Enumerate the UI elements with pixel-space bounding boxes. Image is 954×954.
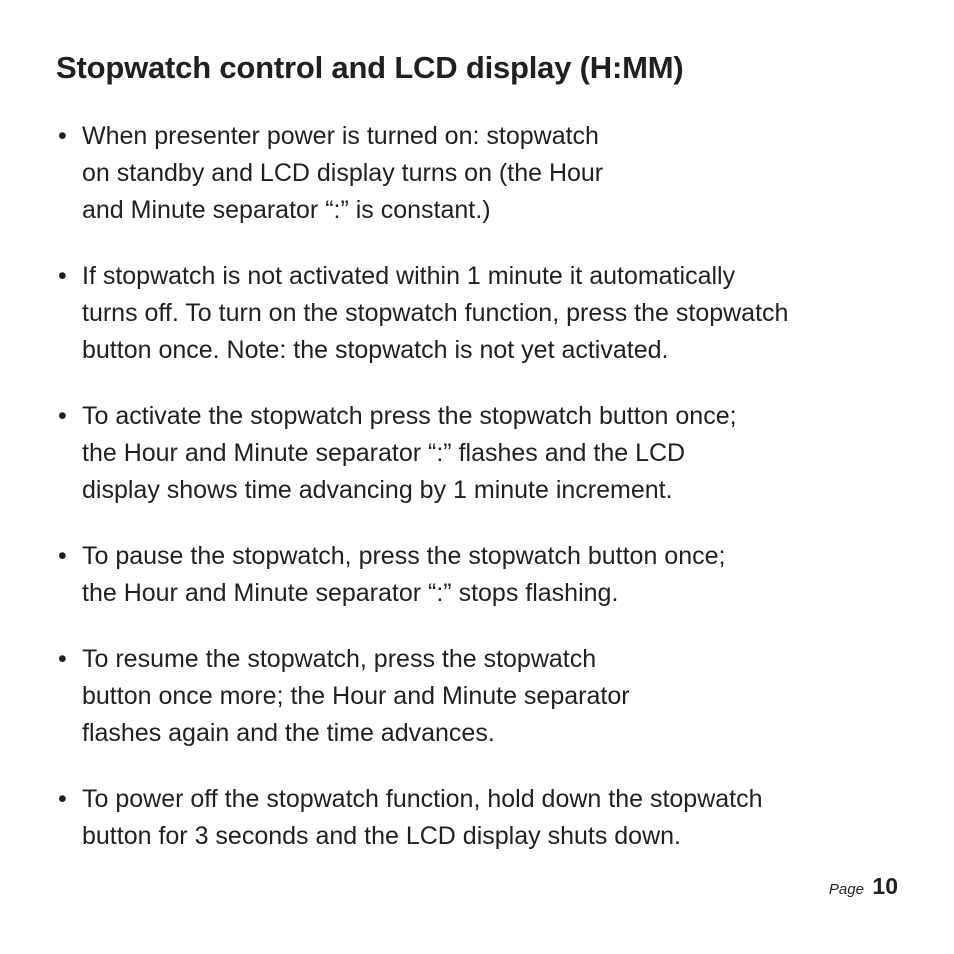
bullet-icon: • (58, 785, 67, 813)
bullet-icon: • (58, 542, 67, 570)
bullet-icon: • (58, 122, 67, 150)
list-item-line: on standby and LCD display turns on (the Hour (82, 159, 604, 187)
list-item-line: To pause the stopwatch, press the stopwatch button once; (82, 542, 726, 570)
page-footer (829, 873, 898, 900)
list-item-line: To power off the stopwatch function, hold down the stopwatch (82, 785, 763, 813)
list-item-line: button for 3 seconds and the LCD display shuts down. (82, 822, 681, 850)
bullet-icon: • (58, 262, 67, 290)
list-item (58, 538, 918, 612)
list-item-line: flashes again and the time advances. (82, 719, 495, 747)
list-item-line: If stopwatch is not activated within 1 minute it automatically (82, 262, 736, 290)
list-item-line: When presenter power is turned on: stopwatch (82, 122, 599, 150)
page-title: Stopwatch control and LCD display (H:MM) (56, 50, 684, 85)
bullet-icon: • (58, 645, 67, 673)
list-item-line: and Minute separator “:” is constant.) (82, 196, 491, 224)
page-label: Page (828, 881, 864, 898)
list-item (58, 641, 918, 752)
instruction-list (58, 118, 918, 884)
list-item (58, 258, 918, 369)
page-number: 10 (872, 873, 898, 899)
list-item-line: button once. Note: the stopwatch is not yet activated. (82, 336, 669, 364)
list-item-line: To activate the stopwatch press the stopwatch button once; (82, 402, 737, 430)
list-item-line: the Hour and Minute separator “:” flashes and the LCD (82, 439, 686, 467)
list-item-line: the Hour and Minute separator “:” stops flashing. (82, 579, 619, 607)
list-item (58, 781, 918, 855)
list-item-line: To resume the stopwatch, press the stopwatch (82, 645, 597, 673)
list-item-line: display shows time advancing by 1 minute increment. (82, 476, 673, 504)
list-item (58, 398, 918, 509)
list-item (58, 118, 918, 229)
list-item-line: turns off. To turn on the stopwatch function, press the stopwatch (82, 299, 789, 327)
bullet-icon: • (58, 402, 67, 430)
list-item-line: button once more; the Hour and Minute separator (82, 682, 630, 710)
